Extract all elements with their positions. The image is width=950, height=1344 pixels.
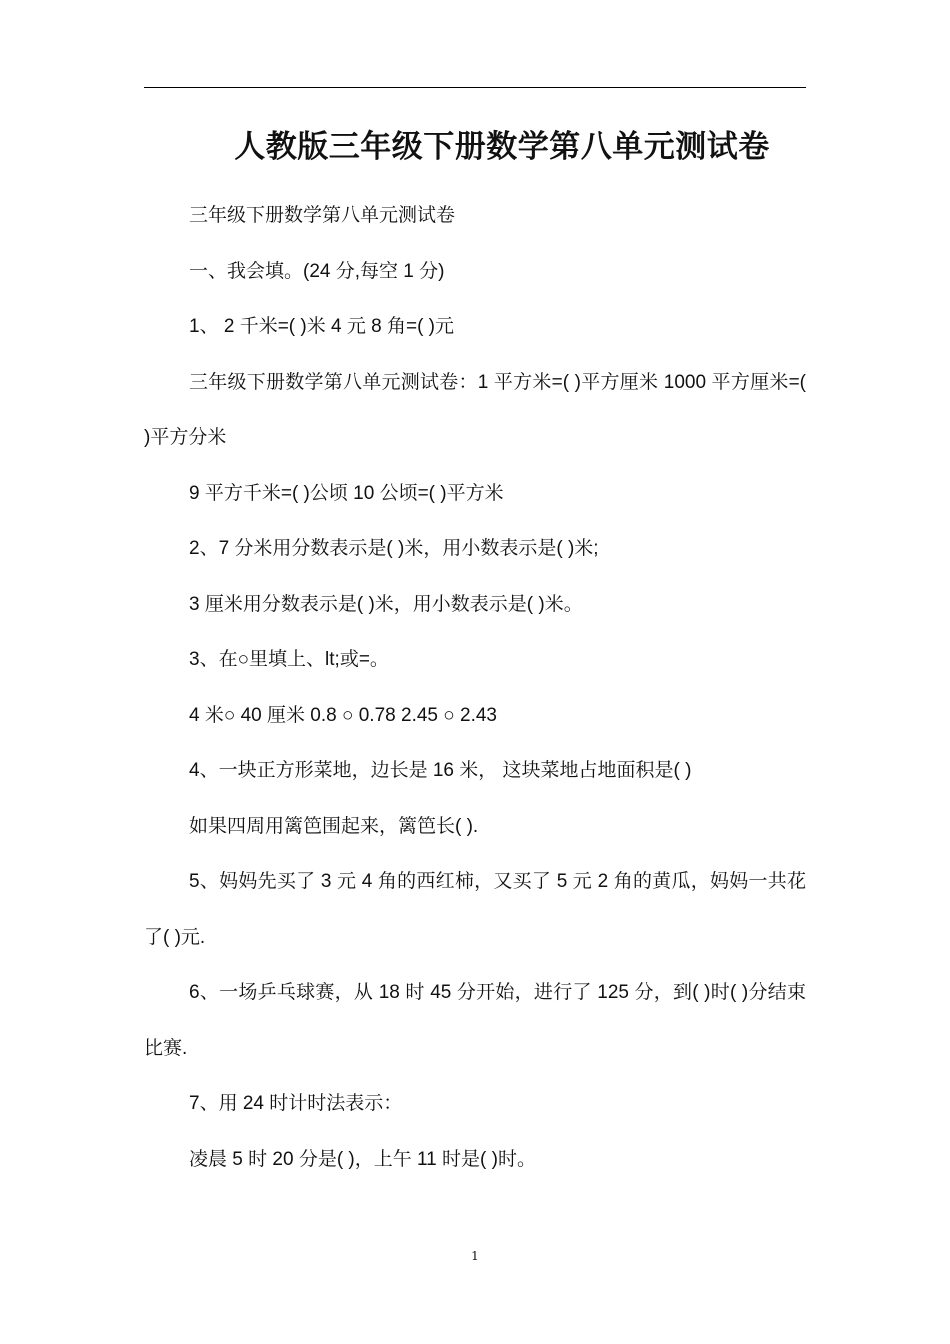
paragraph-question-2-cm: 3 厘米用分数表示是( )米，用小数表示是( )米。 xyxy=(189,593,583,615)
paragraph-question-7-items: 凌晨 5 时 20 分是( )，上午 11 时是( )时。 xyxy=(189,1148,536,1170)
paragraph-question-4: 4、一块正方形菜地，边长是 16 米， 这块菜地占地面积是( ) xyxy=(189,760,692,781)
paragraph-question-5: 5、妈妈先买了 3 元 4 角的西红柿，又买了 5 元 2 角的黄瓜，妈妈一共花了( )元. xyxy=(144,871,806,948)
document-title: 人教版三年级下册数学第八单元测试卷 xyxy=(234,129,770,165)
paragraph-question-4-fence: 如果四周用篱笆围起来，篱笆长( ). xyxy=(189,815,479,837)
paragraph-question-3-items: 4 米○ 40 厘米 0.8 ○ 0.78 2.45 ○ 2.43 xyxy=(189,704,497,726)
paragraph-question-6: 6、一场乒乓球赛，从 18 时 45 分开始，进行了 125 分，到( )时( )分结束比赛. xyxy=(144,982,806,1059)
paragraph-question-2: 2、7 分米用分数表示是( )米，用小数表示是( )米; xyxy=(189,538,599,559)
page-number: 1 xyxy=(471,1249,479,1263)
header-rule xyxy=(144,87,806,88)
paragraph-question-1-area: 三年级下册数学第八单元测试卷：1 平方米=( )平方厘米 1000 平方厘米=( )平方分米 xyxy=(144,371,806,448)
document-body xyxy=(144,188,806,1187)
paragraph-subtitle: 三年级下册数学第八单元测试卷 xyxy=(189,205,456,226)
paragraph-section-one-heading: 一、我会填。(24 分,每空 1 分) xyxy=(189,260,445,282)
paragraph-question-3: 3、在○里填上、lt;或=。 xyxy=(189,649,389,670)
paragraph-question-1: 1、 2 千米=( )米 4 元 8 角=( )元 xyxy=(189,316,454,337)
paragraph-question-1-hectare: 9 平方千米=( )公顷 10 公顷=( )平方米 xyxy=(189,482,504,504)
paragraph-question-7: 7、用 24 时计时法表示： xyxy=(189,1093,403,1114)
